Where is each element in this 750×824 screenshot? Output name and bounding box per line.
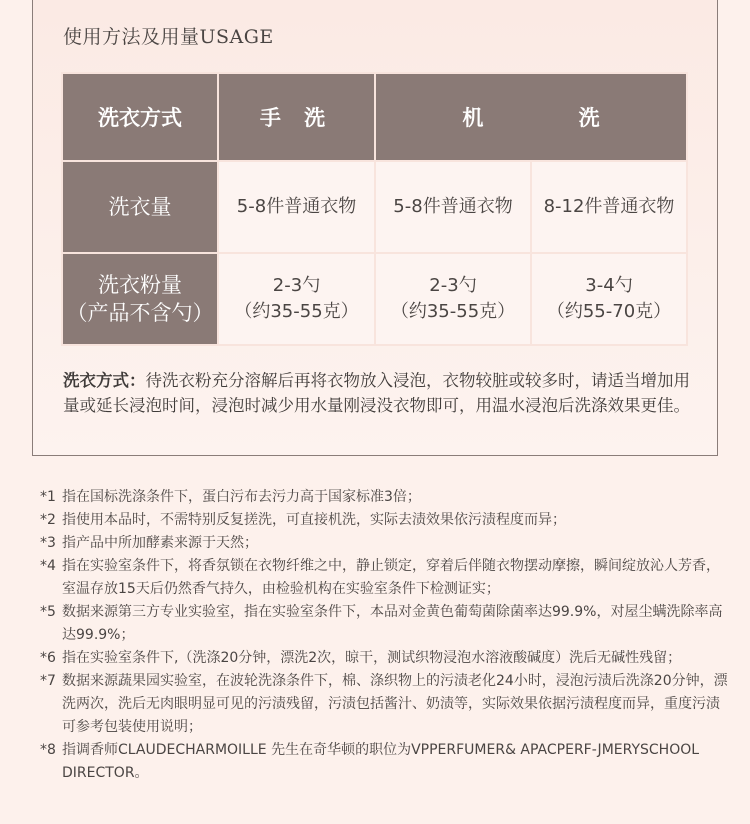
footnote-item: *4 指在实验室条件下，将香氛锁在衣物纤维之中，静止锁定，穿着后伴随衣物摆动摩擦，瞬间绽放沁人芳香，室温存放15天后仍然香气持久，由检验机构在实验室条件下检测证实； xyxy=(40,558,720,597)
footnotes xyxy=(40,486,730,785)
cell-machine-amount-2: 8-12件普通衣物 xyxy=(531,161,687,253)
footnote-item: *3 指产品中所加酵素来源于天然； xyxy=(40,535,258,551)
header-method: 洗衣方式 xyxy=(62,73,218,161)
footnote-item: *6 指在实验室条件下,（洗涤20分钟，漂洗2次，晾干，测试织物浸泡水溶液酸碱度）洗后无碱性残留； xyxy=(40,650,682,666)
row-label-powder-amount: 洗衣粉量 （产品不含勺） xyxy=(62,253,218,345)
footnote-item: *8 指调香师CLAUDECHARMOILLE 先生在奇华顿的职位为VPPERFUMER& APACPERF-JMERYSCHOOL DIRECTOR。 xyxy=(40,742,700,781)
usage-note-label: 洗衣方式： xyxy=(63,371,146,390)
cell-machine-powder-2: 3-4勺 （约55-70克） xyxy=(531,253,687,345)
header-hand-wash: 手 洗 xyxy=(218,73,375,161)
footnote-item: *2 指使用本品时，不需特别反复搓洗，可直接机洗，实际去渍效果依污渍程度而异； xyxy=(40,512,566,528)
usage-note xyxy=(63,368,698,418)
cell-machine-powder-1: 2-3勺 （约35-55克） xyxy=(375,253,531,345)
table-row xyxy=(62,253,687,345)
cell-hand-powder: 2-3勺 （约35-55克） xyxy=(218,253,375,345)
table-row xyxy=(62,161,687,253)
header-machine-wash: 机 洗 xyxy=(375,73,687,161)
row-label-laundry-amount: 洗衣量 xyxy=(62,161,218,253)
table-header-row xyxy=(62,73,687,161)
usage-table xyxy=(61,72,688,346)
usage-panel xyxy=(32,0,718,456)
footnote-item: *7 数据来源蔬果园实验室，在波轮洗涤条件下，棉、涤织物上的污渍老化24小时，浸泡污渍后洗涤20分钟，漂洗两次，洗后无肉眼明显可见的污渍残留，污渍包括酱汁、奶渍等，实际效果依据污渍程度而异，重度污渍可参考包装使用说明； xyxy=(40,673,728,735)
usage-note-text: 待洗衣粉充分溶解后再将衣物放入浸泡，衣物较脏或较多时，请适当增加用量或延长浸泡时间，浸泡时减少用水量刚浸没衣物即可，用温水浸泡后洗涤效果更佳。 xyxy=(63,371,690,415)
usage-title: 使用方法及用量USAGE xyxy=(63,26,274,48)
footnote-item: *1 指在国标洗涤条件下，蛋白污布去污力高于国家标准3倍； xyxy=(40,489,421,505)
cell-machine-amount-1: 5-8件普通衣物 xyxy=(375,161,531,253)
footnote-item: *5 数据来源第三方专业实验室，指在实验室条件下，本品对金黄色葡萄菌除菌率达99.9%，对屋尘螨洗除率高达99.9%； xyxy=(40,604,723,643)
cell-hand-amount: 5-8件普通衣物 xyxy=(218,161,375,253)
